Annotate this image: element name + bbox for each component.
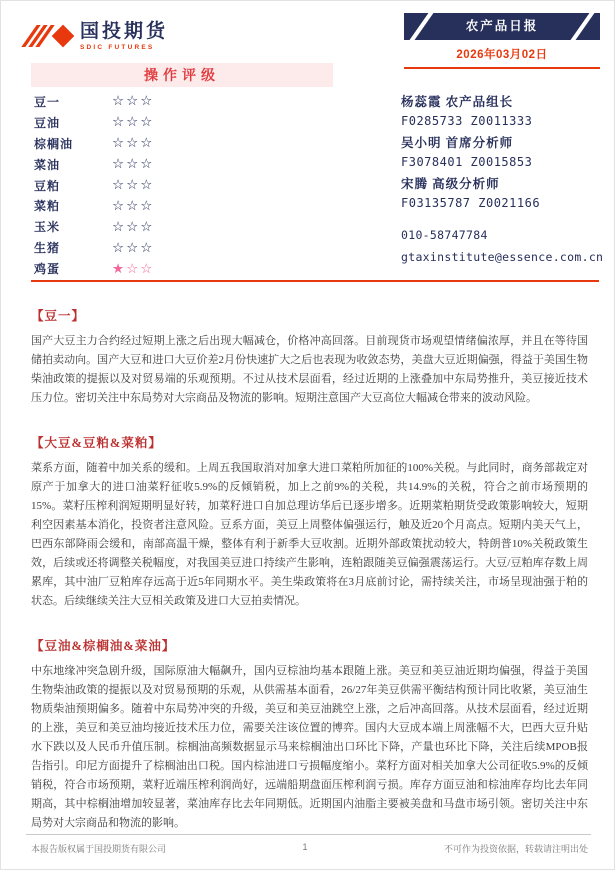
section-title: 【豆油&棕榈油&菜油】 bbox=[31, 639, 176, 653]
report-date: 2026年03月02日 bbox=[404, 46, 600, 69]
section-paragraph: 国产大豆主力合约经过短期上涨之后出现大幅减仓，价格冲高回落。目前现货市场观望情绪偏浓厚，并且在等待国储拍卖动向。国产大豆和进口大豆价差2月份快速扩大之后也表现为收敛态势，美盘大豆近期偏强，得益于美国生物柴油政策的提振以及对贸易端的乐观预期。不过从技术层面看，经过近期的上涨叠加中东局势推升，美豆接近技术压力位。密切关注中东局势对大宗商品及物流的影响。短期注意国产大豆高位大幅减仓带来的波动风险。 bbox=[31, 335, 588, 404]
rating-row bbox=[34, 154, 334, 175]
rating-stars-icon: ☆☆☆ bbox=[112, 218, 155, 234]
rating-row bbox=[34, 237, 334, 258]
rating-row bbox=[34, 175, 334, 196]
rating-stars-icon: ☆☆☆ bbox=[112, 93, 155, 109]
analyst-name-title: 宋腾 高级分析师 bbox=[401, 177, 500, 191]
footer-copyright: 本报告版权属于国投期货有限公司 bbox=[31, 844, 167, 854]
commodity-name: 生猪 bbox=[34, 241, 61, 256]
analyst-name-title: 杨蕊霞 农产品组长 bbox=[401, 95, 514, 109]
rating-stars-icon: ★☆☆ bbox=[112, 260, 155, 276]
contact-email: gtaxinstitute@essence.com.cn bbox=[401, 250, 604, 264]
analyst-license-codes: F03135787 Z0021166 bbox=[401, 196, 541, 210]
rating-table bbox=[34, 91, 334, 279]
report-type-label: 农产品日报 bbox=[465, 19, 539, 33]
commodity-name: 菜油 bbox=[34, 157, 61, 172]
brand-name-cn: 国投期货 bbox=[80, 20, 169, 42]
commodity-name: 棕榈油 bbox=[34, 136, 74, 151]
rating-stars-icon: ☆☆☆ bbox=[112, 114, 155, 130]
rating-stars-icon: ☆☆☆ bbox=[112, 156, 155, 172]
contact-phone: 010-58747784 bbox=[401, 228, 488, 242]
rating-row bbox=[34, 133, 334, 154]
report-section bbox=[31, 306, 588, 408]
footer-page-number: 1 bbox=[302, 842, 308, 852]
commodity-name: 鸡蛋 bbox=[34, 262, 61, 277]
analyst-name-title: 吴小明 首席分析师 bbox=[401, 136, 514, 150]
rating-row bbox=[34, 112, 334, 133]
commodity-name: 菜粕 bbox=[34, 199, 61, 214]
analyst-license-codes: F3078401 Z0015853 bbox=[401, 155, 533, 169]
analyst-license-codes: F0285733 Z0011333 bbox=[401, 114, 533, 128]
commodity-name: 豆粕 bbox=[34, 178, 61, 193]
report-section bbox=[31, 636, 588, 833]
rating-panel-title: 操作评级 bbox=[31, 63, 333, 87]
footer-divider bbox=[26, 834, 591, 835]
report-section bbox=[31, 433, 588, 611]
rating-stars-icon: ☆☆☆ bbox=[112, 197, 155, 213]
footer-disclaimer: 不可作为投资依据，转载请注明出处 bbox=[443, 844, 588, 854]
section-title: 【大豆&豆粕&菜粕】 bbox=[31, 436, 162, 450]
rating-stars-icon: ☆☆☆ bbox=[112, 239, 155, 255]
brand-name-en: SDIC FUTURES bbox=[80, 43, 155, 51]
section-paragraph: 中东地缘冲突急剧升级，国际原油大幅飙升，国内豆棕油均基本跟随上涨。美豆和美豆油近期均偏强，得益于美国生物柴油政策的提振以及对贸易预期的乐观，从供需基本面看，26/27年美豆供需平衡结构预计同比收紧，美豆油生物质柴油预期偏多。随着中东局势冲突的升级，美豆和美豆油跳空上涨，之后冲高回落。从技术层面看，经过近期的上涨，美豆和美豆油均接近技术压力位，需要关注该位置的博弈。国内大豆成本端上周涨幅不大，巴西大豆升贴水下跌以及人民币升值压制。棕榈油高频数据显示马来棕榈油出口环比下降，产量也环比下降，关注后续MPOB报告指引。印尼方面提升了棕榈油出口税。国内棕油进口亏损幅度缩小。菜籽方面对相关加拿大公司征收5.9%的反倾销税，符合市场预期，菜籽近端压榨利润尚好，远端船期盘面压榨利润亏损。库存方面豆油和棕油库存均比去年同期高，其中棕榈油增加较显著，菜油库存比去年同期低。近期国内油脂主要被美盘和马盘市场引领。密切关注中东局势对大宗商品和物流的影响。 bbox=[31, 665, 588, 829]
sdic-logo-icon bbox=[29, 21, 71, 51]
rating-stars-icon: ☆☆☆ bbox=[112, 135, 155, 151]
divider-line bbox=[31, 280, 599, 282]
page-footer bbox=[31, 842, 588, 855]
report-type-banner bbox=[404, 13, 600, 40]
report-body bbox=[31, 306, 588, 858]
section-title: 【豆一】 bbox=[31, 309, 86, 323]
rating-row bbox=[34, 216, 334, 237]
commodity-name: 豆一 bbox=[34, 94, 61, 109]
rating-row bbox=[34, 91, 334, 112]
company-logo bbox=[29, 21, 168, 51]
rating-row bbox=[34, 195, 334, 216]
brand-text bbox=[80, 22, 168, 51]
rating-row bbox=[34, 258, 334, 279]
contact-panel bbox=[401, 87, 606, 272]
commodity-name: 玉米 bbox=[34, 220, 61, 235]
rating-stars-icon: ☆☆☆ bbox=[112, 177, 155, 192]
section-paragraph: 菜系方面，随着中加关系的缓和。上周五我国取消对加拿大进口菜粕所加征的100%关税。与此同时，商务部裁定对原产于加拿大的进口油菜籽征收5.9%的反倾销税，加上之前9%的关税，共14.9%的关税，符合之前市场预期的15%。菜籽压榨利润短期明显好转，加菜籽进口自加总理访华后已逐步增多。近期菜粕期货受政策影响较大，短期利空因素基本消化，投资者注意风险。豆系方面，美豆上周整体偏强运行，触及近20个月高点。短期内美天气上，巴西东部降雨会缓和，南部高温干燥，整体有利于新季大豆收割。近期外部政策扰动较大，特朗普10%关税政策生效，后续或还将调整关税幅度，对我国美豆进口持续产生影响，连粕跟随美豆偏强震荡运行。大豆/豆粕库存数上周累库，其中油厂豆粕库存远高于近5年同期水平。美生柴政策将在3月底前讨论，需持续关注，市场呈现油强于粕的状态。后续继续关注大豆相关政策及进口大豆拍卖情况。 bbox=[31, 462, 588, 607]
commodity-name: 豆油 bbox=[34, 115, 61, 130]
